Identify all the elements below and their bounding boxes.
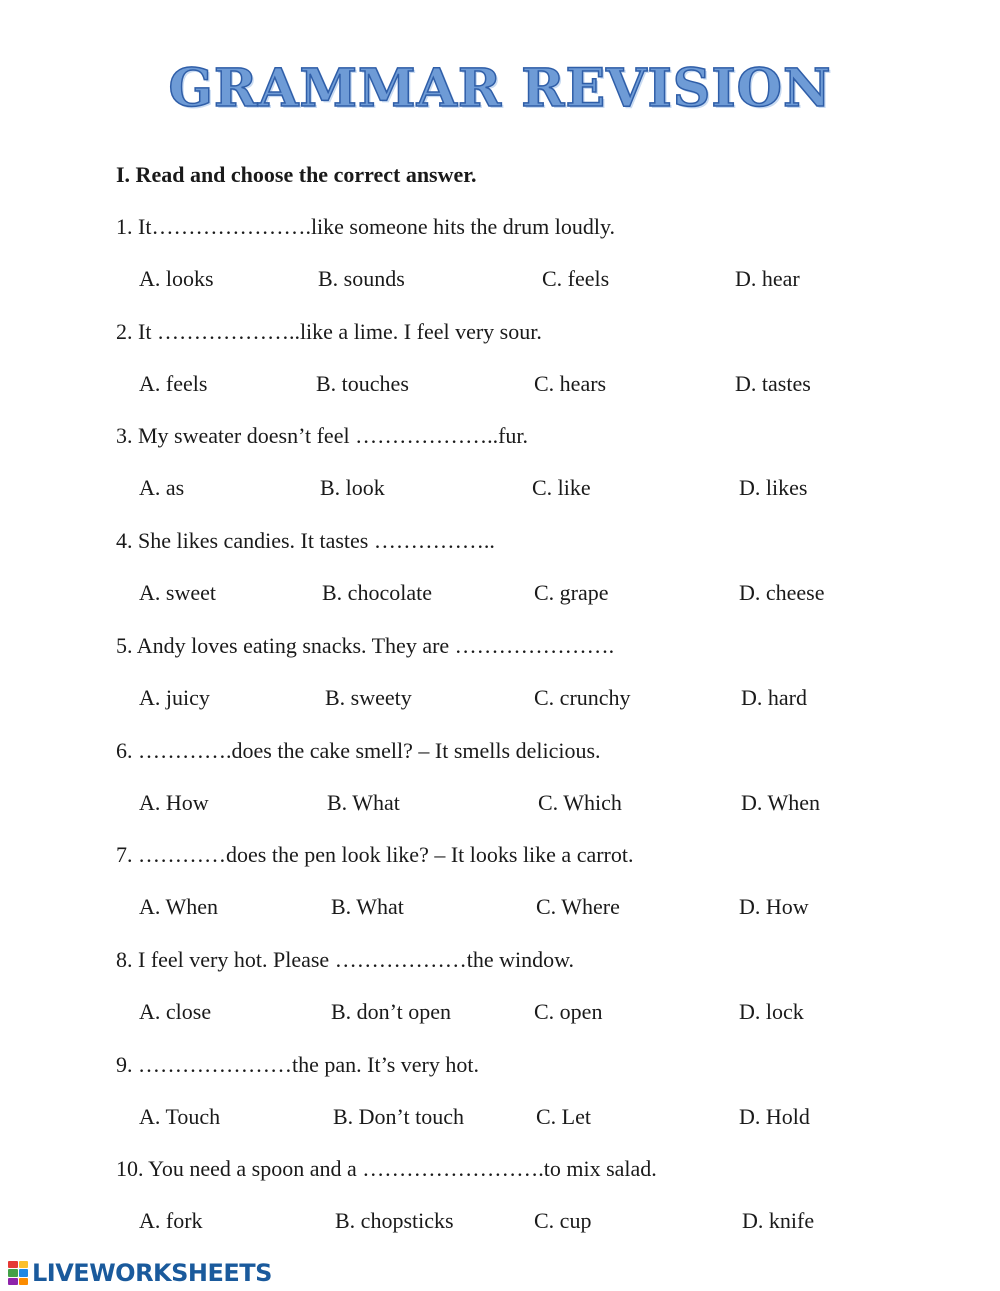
liveworksheets-logo[interactable] bbox=[8, 1258, 272, 1288]
question-4-option-d[interactable]: D. cheese bbox=[739, 580, 825, 605]
question-2-option-a[interactable]: A. feels bbox=[139, 371, 208, 396]
question-7-option-d[interactable]: D. How bbox=[739, 894, 809, 919]
question-6-option-d[interactable]: D. When bbox=[741, 790, 821, 815]
question-2-option-d[interactable]: D. tastes bbox=[735, 371, 811, 396]
question-10-option-c[interactable]: C. cup bbox=[534, 1208, 592, 1233]
question-6-option-a[interactable]: A. How bbox=[139, 790, 209, 815]
logo-square bbox=[8, 1261, 18, 1268]
page-title: GRAMMAR REVISION bbox=[168, 58, 832, 119]
logo-square bbox=[19, 1261, 29, 1268]
question-1-option-c[interactable]: C. feels bbox=[542, 266, 610, 291]
question-8-text: 8. I feel very hot. Please ………………the window. bbox=[116, 947, 575, 972]
question-7-option-a[interactable]: A. When bbox=[139, 894, 219, 919]
logo-square bbox=[19, 1278, 29, 1285]
question-9-option-d[interactable]: D. Hold bbox=[739, 1104, 810, 1129]
logo-square bbox=[8, 1278, 18, 1285]
question-2-text: 2. It ………………..like a lime. I feel very sour. bbox=[116, 319, 542, 344]
question-3-option-c[interactable]: C. like bbox=[532, 475, 591, 500]
question-9-option-a[interactable]: A. Touch bbox=[139, 1104, 221, 1129]
question-10-option-a[interactable]: A. fork bbox=[139, 1208, 203, 1233]
question-5-option-c[interactable]: C. crunchy bbox=[534, 685, 631, 710]
question-3-option-a[interactable]: A. as bbox=[139, 475, 185, 500]
question-10-option-b[interactable]: B. chopsticks bbox=[335, 1208, 454, 1233]
logo-square bbox=[8, 1269, 18, 1276]
question-3-text: 3. My sweater doesn’t feel ………………..fur. bbox=[116, 423, 529, 448]
question-9-option-b[interactable]: B. Don’t touch bbox=[333, 1104, 464, 1129]
question-4-option-a[interactable]: A. sweet bbox=[139, 580, 216, 605]
question-10-option-d[interactable]: D. knife bbox=[742, 1208, 815, 1233]
question-1-option-a[interactable]: A. looks bbox=[139, 266, 214, 291]
question-8-option-d[interactable]: D. lock bbox=[739, 999, 804, 1024]
question-2-option-b[interactable]: B. touches bbox=[316, 371, 409, 396]
question-9-option-c[interactable]: C. Let bbox=[536, 1104, 591, 1129]
logo-square bbox=[19, 1269, 29, 1276]
question-10-text: 10. You need a spoon and a …………………….to mix salad. bbox=[116, 1156, 657, 1181]
question-2-option-c[interactable]: C. hears bbox=[534, 371, 607, 396]
question-6-option-b[interactable]: B. What bbox=[327, 790, 400, 815]
question-8-option-c[interactable]: C. open bbox=[534, 999, 603, 1024]
question-3-option-b[interactable]: B. look bbox=[320, 475, 385, 500]
question-4-text: 4. She likes candies. It tastes …………….. bbox=[116, 528, 495, 553]
question-4-option-b[interactable]: B. chocolate bbox=[322, 580, 432, 605]
question-7-option-b[interactable]: B. What bbox=[331, 894, 404, 919]
question-9-text: 9. …………………the pan. It’s very hot. bbox=[116, 1052, 479, 1077]
question-1-text: 1. It………………….like someone hits the drum loudly. bbox=[116, 214, 616, 239]
question-7-option-c[interactable]: C. Where bbox=[536, 894, 620, 919]
question-8-option-a[interactable]: A. close bbox=[139, 999, 212, 1024]
question-5-option-d[interactable]: D. hard bbox=[741, 685, 807, 710]
section-heading: I. Read and choose the correct answer. bbox=[116, 162, 477, 187]
question-7-text: 7. …………does the pen look like? – It looks like a carrot. bbox=[116, 842, 634, 867]
question-5-option-b[interactable]: B. sweety bbox=[325, 685, 412, 710]
question-1-option-b[interactable]: B. sounds bbox=[318, 266, 405, 291]
logo-text: LIVEWORKSHEETS bbox=[32, 1259, 272, 1287]
question-4-option-c[interactable]: C. grape bbox=[534, 580, 609, 605]
question-5-option-a[interactable]: A. juicy bbox=[139, 685, 210, 710]
question-5-text: 5. Andy loves eating snacks. They are …………………. bbox=[116, 633, 615, 658]
question-1-option-d[interactable]: D. hear bbox=[735, 266, 800, 291]
question-6-text: 6. ………….does the cake smell? – It smells delicious. bbox=[116, 738, 601, 763]
question-3-option-d[interactable]: D. likes bbox=[739, 475, 808, 500]
question-6-option-c[interactable]: C. Which bbox=[538, 790, 622, 815]
question-8-option-b[interactable]: B. don’t open bbox=[331, 999, 451, 1024]
liveworksheets-logo-icon bbox=[8, 1261, 28, 1285]
